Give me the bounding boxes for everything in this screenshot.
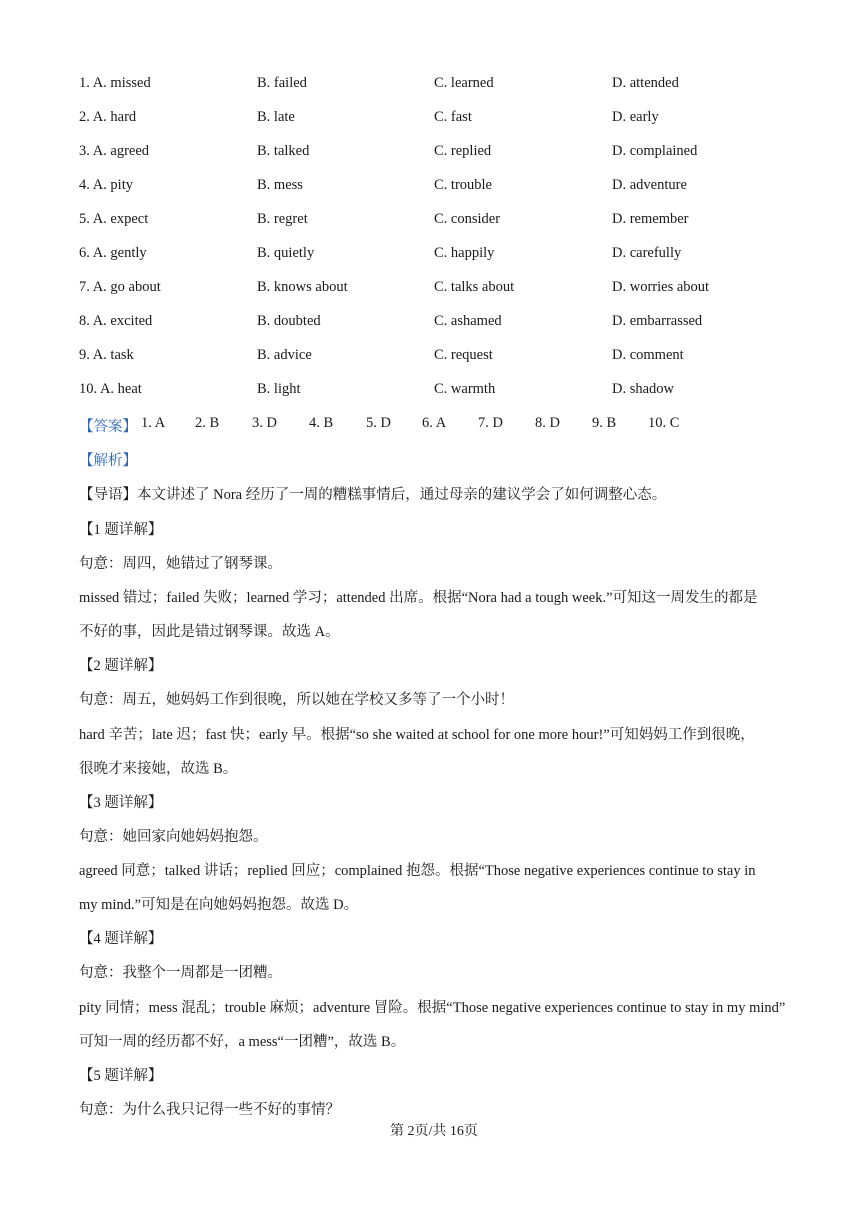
option-a: 6. A. gently <box>79 245 147 261</box>
option-a: 5. A. expect <box>79 211 149 227</box>
option-row <box>79 347 799 367</box>
answer-item: 1. A <box>141 415 166 431</box>
option-b: B. doubted <box>257 313 321 329</box>
option-d: D. carefully <box>612 245 682 261</box>
q4-meaning: 句意：我整个一周都是一团糟。 <box>79 965 282 981</box>
option-d: D. complained <box>612 143 698 159</box>
guide-text: 【导语】本文讲述了 Nora 经历了一周的糟糕事情后，通过母亲的建议学会了如何调整心态。 <box>79 487 667 503</box>
option-row <box>79 279 799 299</box>
option-d: D. embarrassed <box>612 313 703 329</box>
option-c: C. consider <box>434 211 501 227</box>
option-b: B. quietly <box>257 245 315 261</box>
option-c: C. fast <box>434 109 472 125</box>
answer-item: 8. D <box>535 415 560 431</box>
q2-meaning: 句意：周五，她妈妈工作到很晚，所以她在学校又多等了一个小时！ <box>79 692 514 708</box>
option-d: D. attended <box>612 75 679 91</box>
option-c: C. happily <box>434 245 495 261</box>
option-row <box>79 245 799 265</box>
q1-explanation: 不好的事，因此是错过钢琴课。故选 A。 <box>79 624 340 640</box>
q2-explanation: hard 辛苦；late 迟；fast 快；early 早。根据“so she waited at school for one more hour!”可知妈妈工作到很晚， <box>79 727 755 743</box>
option-d: D. worries about <box>612 279 710 295</box>
option-a: 8. A. excited <box>79 313 153 329</box>
option-b: B. failed <box>257 75 307 91</box>
option-b: B. light <box>257 381 301 397</box>
option-row <box>79 109 799 129</box>
answer-item: 3. D <box>252 415 277 431</box>
option-d: D. shadow <box>612 381 675 397</box>
answer-item: 9. B <box>592 415 617 431</box>
option-c: C. ashamed <box>434 313 502 329</box>
option-d: D. remember <box>612 211 689 227</box>
option-c: C. replied <box>434 143 492 159</box>
option-b: B. advice <box>257 347 312 363</box>
q3-title: 【3 题详解】 <box>79 795 163 811</box>
option-d: D. adventure <box>612 177 687 193</box>
q1-explanation: missed 错过；failed 失败；learned 学习；attended 出席。根据“Nora had a tough week.”可知这一周发生的都是 <box>79 590 758 606</box>
answer-label: 【答案】 <box>79 419 137 435</box>
option-c: C. learned <box>434 75 494 91</box>
option-b: B. regret <box>257 211 308 227</box>
answer-item: 10. C <box>648 415 680 431</box>
option-row <box>79 177 799 197</box>
option-row <box>79 381 799 401</box>
option-c: C. request <box>434 347 493 363</box>
option-a: 7. A. go about <box>79 279 161 295</box>
q4-explanation: 可知一周的经历都不好，a mess“一团糟”，故选 B。 <box>79 1034 406 1050</box>
q1-meaning: 句意：周四，她错过了钢琴课。 <box>79 556 282 572</box>
answer-item: 6. A <box>422 415 447 431</box>
option-a: 4. A. pity <box>79 177 133 193</box>
option-a: 3. A. agreed <box>79 143 150 159</box>
option-b: B. talked <box>257 143 310 159</box>
page-footer: 第 2页/共 16页 <box>390 1124 478 1139</box>
q4-title: 【4 题详解】 <box>79 931 163 947</box>
q3-explanation: agreed 同意；talked 讲话；replied 回应；complained 抱怨。根据“Those negative experiences continue to stay in <box>79 863 756 879</box>
option-d: D. comment <box>612 347 684 363</box>
q5-title: 【5 题详解】 <box>79 1068 163 1084</box>
q3-explanation: my mind.”可知是在向她妈妈抱怨。故选 D。 <box>79 897 359 913</box>
q1-title: 【1 题详解】 <box>79 522 163 538</box>
option-b: B. late <box>257 109 295 125</box>
q3-meaning: 句意：她回家向她妈妈抱怨。 <box>79 829 268 845</box>
analysis-label: 【解析】 <box>79 453 137 469</box>
answer-item: 5. D <box>366 415 391 431</box>
option-row <box>79 313 799 333</box>
answer-row <box>79 415 799 435</box>
option-row <box>79 211 799 231</box>
answer-item: 4. B <box>309 415 334 431</box>
option-row <box>79 143 799 163</box>
option-a: 10. A. heat <box>79 381 142 397</box>
option-a: 9. A. task <box>79 347 134 363</box>
option-b: B. mess <box>257 177 303 193</box>
option-a: 2. A. hard <box>79 109 137 125</box>
q2-explanation: 很晚才来接她，故选 B。 <box>79 761 238 777</box>
option-d: D. early <box>612 109 659 125</box>
q5-meaning: 句意：为什么我只记得一些不好的事情？ <box>79 1102 340 1118</box>
answer-item: 7. D <box>478 415 503 431</box>
q2-title: 【2 题详解】 <box>79 658 163 674</box>
answer-item: 2. B <box>195 415 220 431</box>
option-c: C. talks about <box>434 279 515 295</box>
option-b: B. knows about <box>257 279 348 295</box>
option-c: C. trouble <box>434 177 492 193</box>
option-a: 1. A. missed <box>79 75 151 91</box>
option-row <box>79 75 799 95</box>
option-c: C. warmth <box>434 381 496 397</box>
q4-explanation: pity 同情；mess 混乱；trouble 麻烦；adventure 冒险。根据“Those negative experiences continue to stay in my mind” <box>79 1000 786 1016</box>
